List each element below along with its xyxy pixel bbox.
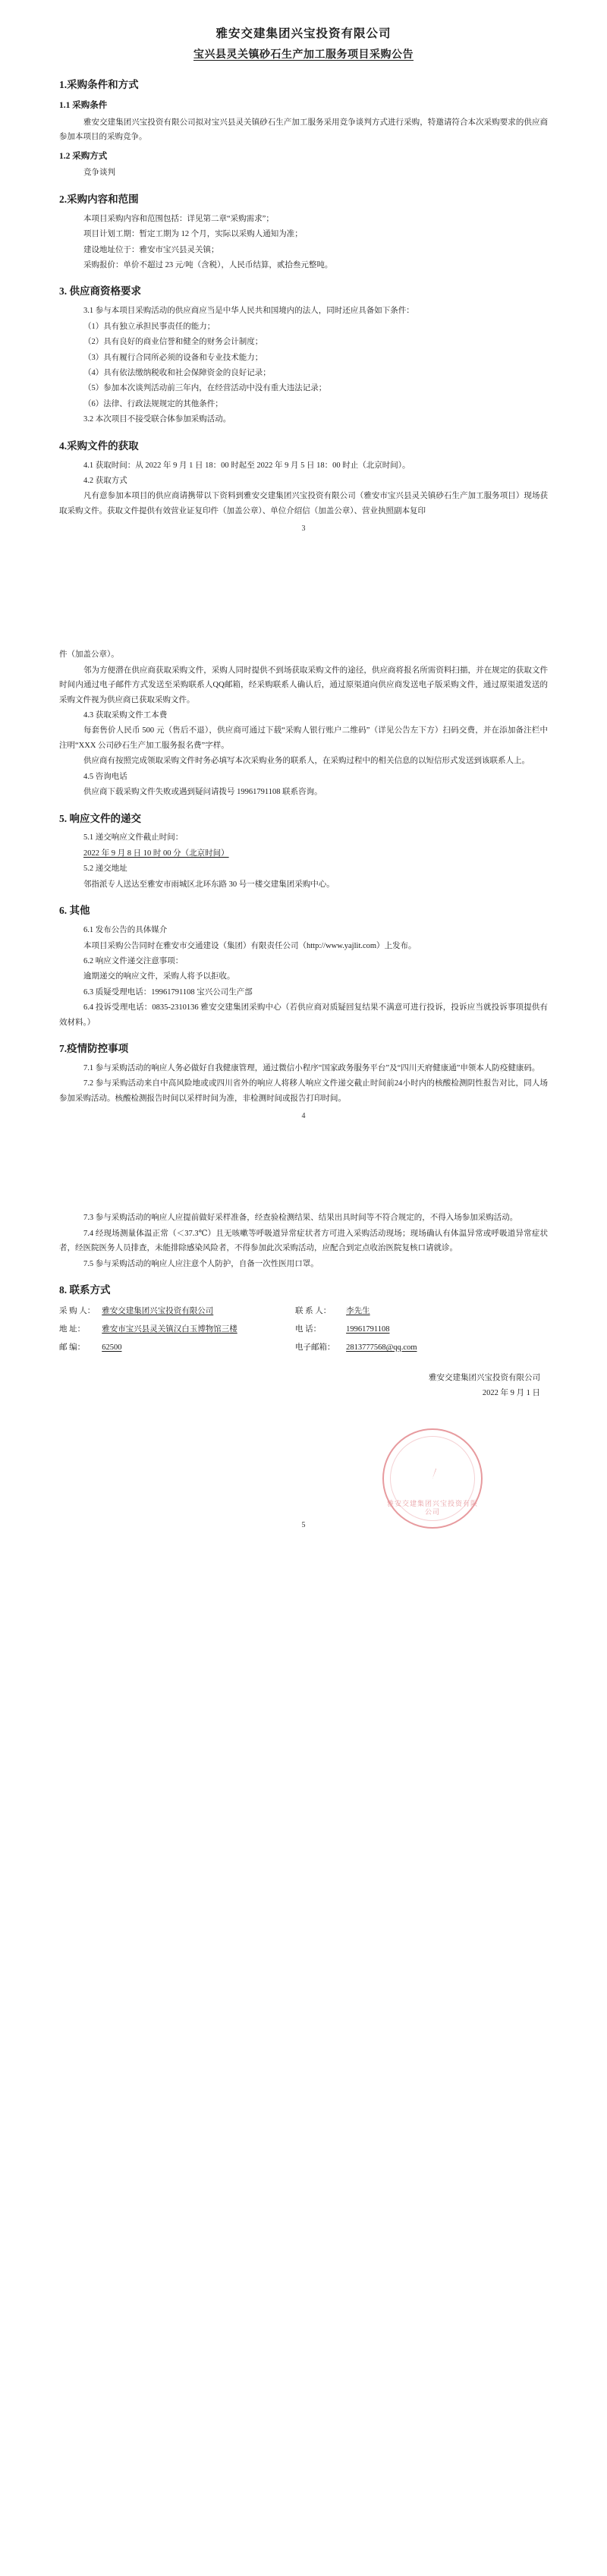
paragraph: 7.2 参与采购活动来自中高风险地或或四川省外的响应人将移人响应文件递交截止时间前24小时内的核酸检测阴性报告对比，同人场参加采购活动。核酸检测报告时间以采样时间为准，非检测时间或报告打印时间。	[59, 1079, 548, 1103]
signature-block	[59, 1371, 548, 1401]
page-number: 5	[301, 1520, 306, 1529]
paragraph: 6.4 投诉受理电话：0835-2310136 雅安交建集团采购中心（若供应商对质疑回复结果不满意可进行投诉，投诉应当就投诉事项提供有效材料。）	[59, 1003, 548, 1027]
paragraph: 凡有意参加本项目的供应商请携带以下资料到雅安交建集团兴宝投资有限公司（雅安市宝兴县灵关镇砂石生产加工服务项目）现场获取采购文件。获取文件提供有效营业证复印件（加盖公章）、单位介绍信（加盖公章）、营业执照副本复印	[59, 492, 548, 515]
page-number: 3	[301, 524, 306, 534]
paragraph: 本项目采购内容和范围包括：详见第二章“采购需求”；	[83, 214, 274, 223]
section-heading-3: 3. 供应商资格要求	[59, 285, 141, 298]
paragraph: 邻指派专人送达至雅安市雨城区北环东路 30 号一楼交建集团采购中心。	[83, 880, 335, 889]
subsection-heading-1-2: 1.2 采购方式	[59, 151, 108, 161]
section-heading-7: 7.疫情防控事项	[59, 1043, 129, 1055]
contact-table	[59, 1302, 548, 1357]
paragraph: 2022 年 9 月 8 日 10 时 00 分（北京时间）	[83, 849, 229, 858]
company-title: 雅安交建集团兴宝投资有限公司	[215, 27, 392, 40]
contact-label: 邮 编：	[59, 1343, 86, 1352]
signature-company: 雅安交建集团兴宝投资有限公司	[429, 1373, 540, 1382]
section-heading-6: 6. 其他	[59, 905, 90, 917]
paragraph: 本项目采购公告同时在雅安市交通建设（集团）有限责任公司（http://www.yajlit.com）上发布。	[83, 941, 417, 950]
section-heading-2: 2.采购内容和范围	[59, 193, 139, 205]
paragraph: 7.3 参与采购活动的响应人应提前做好采样准备，经查验检测结果、结果出具时间等不符合规定的，不得入场参加采购活动。	[83, 1214, 518, 1223]
contact-label: 地 址：	[59, 1324, 86, 1334]
contact-value: 2813777568@qq.com	[346, 1343, 417, 1352]
paragraph: 6.3 质疑受理电话：19961791108 宝兴公司生产部	[83, 987, 253, 997]
paragraph: 件（加盖公章）。	[59, 650, 119, 660]
contact-label: 联 系 人：	[295, 1306, 332, 1315]
paragraph: 3.1 参与本项目采购活动的供应商应当是中华人民共和国境内的法人，同时还应具备如下条件：	[83, 307, 414, 316]
official-seal-stamp	[382, 1428, 483, 1529]
paragraph: 供应商有按照完成领取采购文件时务必填写本次采购业务的联系人，在采购过程中的相关信息的以短信形式发送到该联系人上。	[83, 757, 530, 766]
paragraph: 逾期递交的响应文件，采购人将予以拒收。	[83, 972, 235, 981]
table-row	[59, 1339, 548, 1357]
paragraph: （2）具有良好的商业信誉和健全的财务会计制度；	[83, 338, 263, 347]
paragraph: 7.1 参与采购活动的响应人务必做好自我健康管理，通过微信小程序“国家政务服务平台”及“四川天府健康通”申领本人防疫健康码。	[83, 1063, 540, 1072]
table-row	[59, 1321, 548, 1339]
paragraph: （1）具有独立承担民事责任的能力；	[83, 322, 215, 331]
paragraph: （4）具有依法缴纳税收和社会保障资金的良好记录；	[83, 368, 271, 377]
paragraph: 建设地址位于：雅安市宝兴县灵关镇；	[83, 245, 219, 254]
contact-value: 62500	[102, 1343, 122, 1352]
table-row	[59, 1302, 548, 1321]
paragraph: 4.3 获取采购文件工本费	[83, 710, 168, 720]
section-heading-8: 8. 联系方式	[59, 1283, 111, 1296]
section-heading-5: 5. 响应文件的递交	[59, 812, 141, 824]
paragraph: 7.5 参与采购活动的响应人应注意个人防护，自备一次性医用口罩。	[83, 1259, 319, 1268]
page-number: 4	[301, 1112, 306, 1121]
seal-text: 雅安交建集团兴宝投资有限公司	[386, 1499, 478, 1516]
page-1	[0, 0, 607, 647]
paragraph: 竞争谈判	[83, 168, 115, 178]
signature-date: 2022 年 9 月 1 日	[482, 1388, 540, 1397]
paragraph: 6.2 响应文件递交注意事项：	[83, 956, 184, 965]
contact-label: 电子邮箱：	[295, 1343, 335, 1352]
paragraph: 5.2 递交地址	[83, 864, 127, 874]
contact-value: 雅安市宝兴县灵关镇汉白玉博物馆三楼	[102, 1324, 237, 1334]
section-heading-1: 1.采购条件和方式	[59, 79, 139, 91]
section-heading-4: 4.采购文件的获取	[59, 439, 139, 452]
paragraph: 供应商下载采购文件失败或遇到疑问请拨号 19961791108 联系咨询。	[83, 788, 322, 797]
page-title: 宝兴县灵关镇砂石生产加工服务项目采购公告	[193, 49, 414, 61]
paragraph: 雅安交建集团兴宝投资有限公司拟对宝兴县灵关镇砂石生产加工服务采用竞争谈判方式进行采购，特邀请符合本次采购要求的供应商参加本项目的采购竞争。	[59, 118, 548, 142]
page-2	[0, 647, 607, 1210]
seal-inner-ring	[390, 1436, 475, 1521]
paragraph: 邻为方便潜在供应商获取采购文件，采购人同时提供不到场获取采购文件的途径，供应商将报名所需资料扫描，并在规定的获取文件时间内通过电子邮件方式发送至采购联系人QQ邮箱，经采购联系人确认后，通过原渠道向供应商发送电子版采购文件，通过原渠道发送的采购文件视为供应商已获取采购文件。	[59, 666, 548, 704]
paragraph: 4.2 获取方式	[83, 477, 127, 486]
paragraph: （6）法律、行政法规规定的其他条件；	[83, 399, 223, 408]
paragraph: 7.4 经现场测量体温正常（＜37.3℃）且无咳嗽等呼吸道异常症状者方可进入采购活动现场；现场确认有体温异常或呼吸道异常症状者，经医院医务人员排查，未能排除感染风险者，不得参加此次采购活动，应配合到定点收治医院复核口请就诊。	[59, 1229, 548, 1253]
paragraph: 6.1 发布公告的具体媒介	[83, 926, 168, 935]
contact-label: 电 话：	[295, 1324, 322, 1334]
paragraph: 5.1 递交响应文件截止时间：	[83, 833, 184, 842]
contact-value: 雅安交建集团兴宝投资有限公司	[102, 1306, 214, 1315]
paragraph: 采购报价：单价不超过 23 元/吨（含税），人民币结算，贰拾叁元整吨。	[83, 260, 333, 269]
paragraph: 4.5 咨询电话	[83, 772, 127, 781]
paragraph: 3.2 本次项目不接受联合体参加采购活动。	[83, 415, 231, 424]
paragraph: 项目计划工期：暂定工期为 12 个月，实际以采购人通知为准；	[83, 230, 303, 239]
contact-label: 采 购 人：	[59, 1306, 96, 1315]
contact-value: 19961791108	[346, 1324, 390, 1334]
paragraph: （5）参加本次谈判活动前三年内，在经营活动中没有重大违法记录；	[83, 384, 327, 393]
page-3	[0, 1211, 607, 1529]
paragraph: （3）具有履行合同所必须的设备和专业技术能力；	[83, 353, 263, 362]
subsection-heading-1-1: 1.1 采购条件	[59, 101, 108, 111]
contact-value: 李先生	[346, 1306, 370, 1315]
paragraph: 4.1 获取时间：从 2022 年 9 月 1 日 18：00 时起至 2022 年 9 月 5 日 18：00 时止（北京时间）。	[83, 461, 410, 470]
paragraph: 每套售价人民币 500 元（售后不退），供应商可通过下载“采购人银行账户二维码”（详见公告左下方）扫码交费，并在添加备注栏中注明“XXX 公司砂石生产加工服务报名费”字样。	[59, 726, 548, 750]
